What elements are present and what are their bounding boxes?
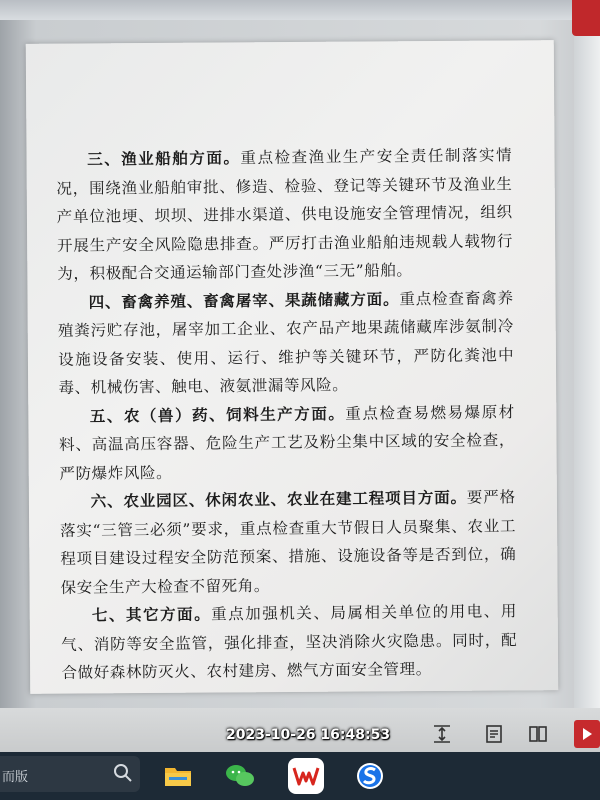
section-heading: 四、畜禽养殖、畜禽屠宰、果蔬储藏方面。 <box>88 289 400 312</box>
wechat-icon <box>224 762 256 790</box>
section-body: 重点检查畜禽养殖粪污贮存池，屠宰加工企业、农产品产地果蔬储藏库涉氨制冷设施设备安装、使用、运行、维护等关键环节，严防化粪池中毒、机械伤害、触电、液氨泄漏等风险。 <box>57 288 515 397</box>
paragraph-fishery <box>56 141 513 288</box>
section-heading: 三、渔业船舶方面。 <box>87 149 241 169</box>
folder-icon <box>163 763 193 789</box>
single-page-button[interactable] <box>480 720 508 748</box>
dual-page-button[interactable] <box>524 720 552 748</box>
taskbar-wps[interactable] <box>288 758 324 794</box>
fit-page-button[interactable] <box>428 720 456 748</box>
section-heading: 七、其它方面。 <box>91 605 212 625</box>
taskbar-search-button[interactable] <box>112 762 134 784</box>
taskbar-wechat[interactable] <box>222 758 258 794</box>
section-body: 重点检查渔业生产安全责任制落实情况，围绕渔业船舶审批、修造、检验、登记等关键环节及渔业生产单位池埂、坝坝、进排水渠道、供电设施安全管理情况，组织开展生产安全风险隐患排查。严厉打击渔业船舶违规载人载物行为，积极配合交通运输部门查处涉渔“三无”船舶。 <box>56 146 514 283</box>
taskbar-search-text: 而版 <box>2 770 29 785</box>
single-page-icon <box>483 723 505 745</box>
section-heading: 六、农业园区、休闲农业、农业在建工程项目方面。 <box>90 488 467 511</box>
taskbar-file-explorer[interactable] <box>160 758 196 794</box>
section-body: 重点检查易燃易爆原材料、高温高压容器、危险生产工艺及粉尘集中区域的安全检查，严防爆炸风险。 <box>59 402 516 483</box>
play-button[interactable] <box>574 720 600 748</box>
document-content <box>56 141 518 687</box>
photo-timestamp: 2023-10-26 16:48:53 <box>226 727 391 743</box>
paragraph-agri-parks <box>60 483 517 602</box>
dual-page-icon <box>527 723 549 745</box>
browser-icon <box>355 761 385 791</box>
taskbar-browser[interactable] <box>352 758 388 794</box>
section-heading: 五、农（兽）药、饲料生产方面。 <box>89 404 346 426</box>
search-icon <box>112 762 134 784</box>
window-corner-badge <box>572 0 600 36</box>
section-body: 要严格落实“三管三必须”要求，重点检查重大节假日人员聚集、农业工程项目建设过程安全防范预案、措施、设施设备等是否到位，确保安全生产大检查不留死角。 <box>59 488 517 597</box>
fit-page-icon <box>431 723 453 745</box>
wps-icon <box>292 765 320 787</box>
paragraph-pesticide-feed <box>59 398 516 488</box>
right-scroll-area[interactable] <box>574 0 600 720</box>
section-body: 重点加强机关、局属相关单位的用电、用气、消防等安全监管，强化排查，坚决消除火灾隐患。同时，配合做好森林防灭火、农村建房、燃气方面安全管理。 <box>61 602 518 682</box>
paragraph-livestock <box>57 284 514 403</box>
paragraph-other <box>61 597 518 687</box>
play-icon <box>580 726 594 742</box>
